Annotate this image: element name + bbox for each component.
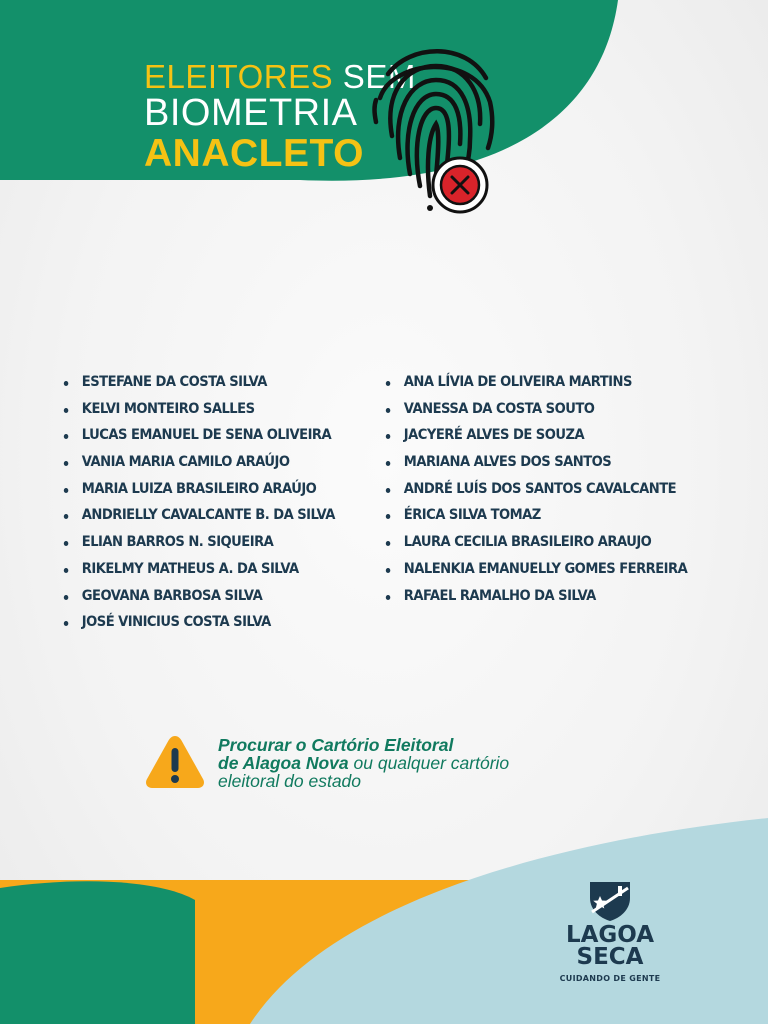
list-item: GEOVANA BARBOSA SILVA (62, 583, 335, 610)
footer-green-shape (0, 881, 195, 1024)
list-item: ESTEFANE DA COSTA SILVA (62, 369, 335, 396)
lagoa-seca-logo (555, 878, 665, 983)
list-item: VANESSA DA COSTA SOUTO (384, 396, 687, 423)
shield-icon (586, 878, 634, 922)
list-item: JACYERÉ ALVES DE SOUZA (384, 422, 687, 449)
warning-icon (144, 733, 206, 791)
list-item: JOSÉ VINICIUS COSTA SILVA (62, 609, 335, 636)
logo-tagline: CUIDANDO DE GENTE (559, 974, 661, 983)
list-item: RAFAEL RAMALHO DA SILVA (384, 583, 687, 610)
list-item: NALENKIA EMANUELLY GOMES FERREIRA (384, 556, 687, 583)
logo-line-1: LAGOA (565, 922, 655, 948)
list-item: MARIA LUIZA BRASILEIRO ARAÚJO (62, 476, 335, 503)
title-line-2: BIOMETRIA (144, 92, 358, 134)
title-line-3: ANACLETO (144, 132, 364, 175)
list-item: ÉRICA SILVA TOMAZ (384, 502, 687, 529)
list-item: ELIAN BARROS N. SIQUEIRA (62, 529, 335, 556)
title-line-1: ELEITORES SEM (144, 58, 416, 95)
list-item: VANIA MARIA CAMILO ARAÚJO (62, 449, 335, 476)
list-item: ANDRÉ LUÍS DOS SANTOS CAVALCANTE (384, 476, 687, 503)
voter-list-left (62, 369, 365, 636)
logo-line-2: SECA (576, 944, 644, 970)
list-item: ANA LÍVIA DE OLIVEIRA MARTINS (384, 369, 687, 396)
list-item: MARIANA ALVES DOS SANTOS (384, 449, 687, 476)
red-x-circle-icon (429, 154, 491, 216)
voter-list-right (384, 369, 721, 609)
list-item: LUCAS EMANUEL DE SENA OLIVEIRA (62, 422, 335, 449)
list-item: RIKELMY MATHEUS A. DA SILVA (62, 556, 335, 583)
notice-text: Procurar o Cartório Eleitoral de Alagoa Nova ou qualquer cartório eleitoral do estado (218, 735, 510, 791)
list-item: LAURA CECILIA BRASILEIRO ARAUJO (384, 529, 687, 556)
list-item: ANDRIELLY CAVALCANTE B. DA SILVA (62, 502, 335, 529)
list-item: KELVI MONTEIRO SALLES (62, 396, 335, 423)
